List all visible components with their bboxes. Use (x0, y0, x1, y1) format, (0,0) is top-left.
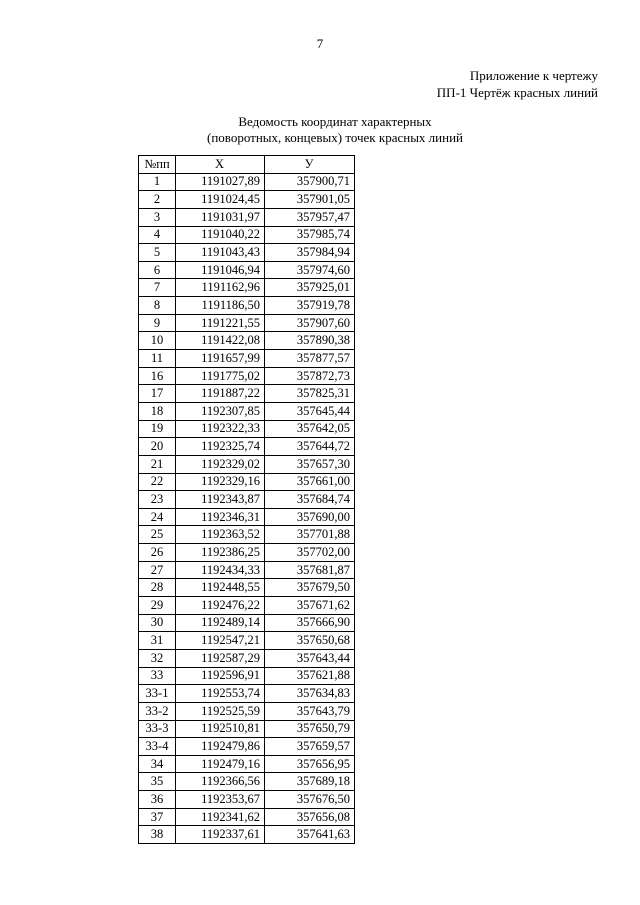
table-row (139, 808, 355, 826)
table-row (139, 455, 355, 473)
x-coordinate-cell: 1192366,56 (176, 773, 265, 791)
x-coordinate-cell: 1191043,43 (176, 244, 265, 262)
y-coordinate-cell: 357650,79 (265, 720, 355, 738)
table-row (139, 544, 355, 562)
document-title-line-1: Ведомость координат характерных (238, 114, 432, 129)
y-coordinate-cell: 357872,73 (265, 367, 355, 385)
table-row (139, 385, 355, 403)
y-coordinate-cell: 357985,74 (265, 226, 355, 244)
appendix-line-1: Приложение к чертежу (469, 68, 598, 83)
table-row (139, 261, 355, 279)
point-number-cell: 11 (139, 350, 176, 368)
table-row (139, 755, 355, 773)
header-y: У (265, 156, 355, 174)
point-number-cell: 36 (139, 791, 176, 809)
table-row (139, 773, 355, 791)
y-coordinate-cell: 357701,88 (265, 526, 355, 544)
point-number-cell: 20 (139, 438, 176, 456)
x-coordinate-cell: 1192476,22 (176, 597, 265, 615)
y-coordinate-cell: 357644,72 (265, 438, 355, 456)
point-number-cell: 30 (139, 614, 176, 632)
table-row (139, 597, 355, 615)
point-number-cell: 35 (139, 773, 176, 791)
y-coordinate-cell: 357925,01 (265, 279, 355, 297)
point-number-cell: 37 (139, 808, 176, 826)
point-number-cell: 33-4 (139, 738, 176, 756)
page-number: 7 (316, 36, 324, 51)
document-title (135, 114, 535, 146)
point-number-cell: 38 (139, 826, 176, 844)
table-row (139, 367, 355, 385)
point-number-cell: 27 (139, 561, 176, 579)
table-row (139, 279, 355, 297)
x-coordinate-cell: 1192479,86 (176, 738, 265, 756)
table-row (139, 508, 355, 526)
x-coordinate-cell: 1191162,96 (176, 279, 265, 297)
x-coordinate-cell: 1192587,29 (176, 649, 265, 667)
table-row (139, 420, 355, 438)
table-row (139, 632, 355, 650)
point-number-cell: 33-3 (139, 720, 176, 738)
table-row (139, 526, 355, 544)
x-coordinate-cell: 1192322,33 (176, 420, 265, 438)
x-coordinate-cell: 1191024,45 (176, 191, 265, 209)
y-coordinate-cell: 357671,62 (265, 597, 355, 615)
table-row (139, 720, 355, 738)
appendix-note (437, 67, 598, 101)
table-row (139, 826, 355, 844)
point-number-cell: 29 (139, 597, 176, 615)
x-coordinate-cell: 1192329,02 (176, 455, 265, 473)
point-number-cell: 21 (139, 455, 176, 473)
x-coordinate-cell: 1192547,21 (176, 632, 265, 650)
x-coordinate-cell: 1191186,50 (176, 297, 265, 315)
x-coordinate-cell: 1192325,74 (176, 438, 265, 456)
y-coordinate-cell: 357825,31 (265, 385, 355, 403)
y-coordinate-cell: 357679,50 (265, 579, 355, 597)
point-number-cell: 28 (139, 579, 176, 597)
point-number-cell: 2 (139, 191, 176, 209)
y-coordinate-cell: 357984,94 (265, 244, 355, 262)
y-coordinate-cell: 357689,18 (265, 773, 355, 791)
y-coordinate-cell: 357900,71 (265, 173, 355, 191)
point-number-cell: 26 (139, 544, 176, 562)
x-coordinate-cell: 1192434,33 (176, 561, 265, 579)
y-coordinate-cell: 357659,57 (265, 738, 355, 756)
y-coordinate-cell: 357702,00 (265, 544, 355, 562)
coordinates-table (138, 155, 355, 844)
point-number-cell: 4 (139, 226, 176, 244)
y-coordinate-cell: 357634,83 (265, 685, 355, 703)
point-number-cell: 33-1 (139, 685, 176, 703)
x-coordinate-cell: 1192343,87 (176, 491, 265, 509)
table-row (139, 702, 355, 720)
table-row (139, 791, 355, 809)
table-row (139, 191, 355, 209)
point-number-cell: 1 (139, 173, 176, 191)
table-row (139, 738, 355, 756)
x-coordinate-cell: 1192337,61 (176, 826, 265, 844)
x-coordinate-cell: 1192346,31 (176, 508, 265, 526)
x-coordinate-cell: 1192363,52 (176, 526, 265, 544)
y-coordinate-cell: 357661,00 (265, 473, 355, 491)
x-coordinate-cell: 1191040,22 (176, 226, 265, 244)
table-row (139, 649, 355, 667)
point-number-cell: 6 (139, 261, 176, 279)
x-coordinate-cell: 1191031,97 (176, 208, 265, 226)
table-row (139, 685, 355, 703)
point-number-cell: 3 (139, 208, 176, 226)
table-row (139, 173, 355, 191)
x-coordinate-cell: 1192479,16 (176, 755, 265, 773)
table-row (139, 314, 355, 332)
table-row (139, 402, 355, 420)
y-coordinate-cell: 357642,05 (265, 420, 355, 438)
table-row (139, 579, 355, 597)
y-coordinate-cell: 357641,63 (265, 826, 355, 844)
y-coordinate-cell: 357643,79 (265, 702, 355, 720)
x-coordinate-cell: 1192510,81 (176, 720, 265, 738)
point-number-cell: 34 (139, 755, 176, 773)
y-coordinate-cell: 357656,95 (265, 755, 355, 773)
table-row (139, 438, 355, 456)
point-number-cell: 33 (139, 667, 176, 685)
y-coordinate-cell: 357643,44 (265, 649, 355, 667)
y-coordinate-cell: 357666,90 (265, 614, 355, 632)
y-coordinate-cell: 357957,47 (265, 208, 355, 226)
point-number-cell: 17 (139, 385, 176, 403)
y-coordinate-cell: 357645,44 (265, 402, 355, 420)
x-coordinate-cell: 1192386,25 (176, 544, 265, 562)
y-coordinate-cell: 357890,38 (265, 332, 355, 350)
point-number-cell: 5 (139, 244, 176, 262)
x-coordinate-cell: 1192525,59 (176, 702, 265, 720)
point-number-cell: 16 (139, 367, 176, 385)
table-row (139, 473, 355, 491)
y-coordinate-cell: 357676,50 (265, 791, 355, 809)
point-number-cell: 23 (139, 491, 176, 509)
x-coordinate-cell: 1192448,55 (176, 579, 265, 597)
table-row (139, 614, 355, 632)
y-coordinate-cell: 357657,30 (265, 455, 355, 473)
table-row (139, 561, 355, 579)
table-row (139, 667, 355, 685)
x-coordinate-cell: 1192489,14 (176, 614, 265, 632)
point-number-cell: 33-2 (139, 702, 176, 720)
point-number-cell: 8 (139, 297, 176, 315)
table-row (139, 226, 355, 244)
y-coordinate-cell: 357974,60 (265, 261, 355, 279)
point-number-cell: 22 (139, 473, 176, 491)
x-coordinate-cell: 1191046,94 (176, 261, 265, 279)
x-coordinate-cell: 1191887,22 (176, 385, 265, 403)
y-coordinate-cell: 357901,05 (265, 191, 355, 209)
point-number-cell: 7 (139, 279, 176, 297)
header-number: №пп (139, 156, 176, 174)
y-coordinate-cell: 357681,87 (265, 561, 355, 579)
point-number-cell: 31 (139, 632, 176, 650)
point-number-cell: 10 (139, 332, 176, 350)
x-coordinate-cell: 1192329,16 (176, 473, 265, 491)
coordinates-table-body (139, 173, 355, 843)
point-number-cell: 32 (139, 649, 176, 667)
table-row (139, 350, 355, 368)
y-coordinate-cell: 357650,68 (265, 632, 355, 650)
header-x: X (176, 156, 265, 174)
x-coordinate-cell: 1191221,55 (176, 314, 265, 332)
table-row (139, 244, 355, 262)
point-number-cell: 18 (139, 402, 176, 420)
point-number-cell: 25 (139, 526, 176, 544)
x-coordinate-cell: 1192307,85 (176, 402, 265, 420)
y-coordinate-cell: 357919,78 (265, 297, 355, 315)
x-coordinate-cell: 1192341,62 (176, 808, 265, 826)
x-coordinate-cell: 1191657,99 (176, 350, 265, 368)
y-coordinate-cell: 357907,60 (265, 314, 355, 332)
x-coordinate-cell: 1191027,89 (176, 173, 265, 191)
x-coordinate-cell: 1191422,08 (176, 332, 265, 350)
y-coordinate-cell: 357656,08 (265, 808, 355, 826)
table-header-row (139, 156, 355, 174)
table-row (139, 297, 355, 315)
point-number-cell: 19 (139, 420, 176, 438)
x-coordinate-cell: 1191775,02 (176, 367, 265, 385)
point-number-cell: 24 (139, 508, 176, 526)
y-coordinate-cell: 357877,57 (265, 350, 355, 368)
table-row (139, 491, 355, 509)
x-coordinate-cell: 1192553,74 (176, 685, 265, 703)
y-coordinate-cell: 357621,88 (265, 667, 355, 685)
document-title-line-2: (поворотных, концевых) точек красных линий (207, 130, 463, 145)
x-coordinate-cell: 1192596,91 (176, 667, 265, 685)
appendix-line-2: ПП-1 Чертёж красных линий (436, 85, 598, 100)
x-coordinate-cell: 1192353,67 (176, 791, 265, 809)
y-coordinate-cell: 357690,00 (265, 508, 355, 526)
table-row (139, 208, 355, 226)
y-coordinate-cell: 357684,74 (265, 491, 355, 509)
point-number-cell: 9 (139, 314, 176, 332)
table-row (139, 332, 355, 350)
